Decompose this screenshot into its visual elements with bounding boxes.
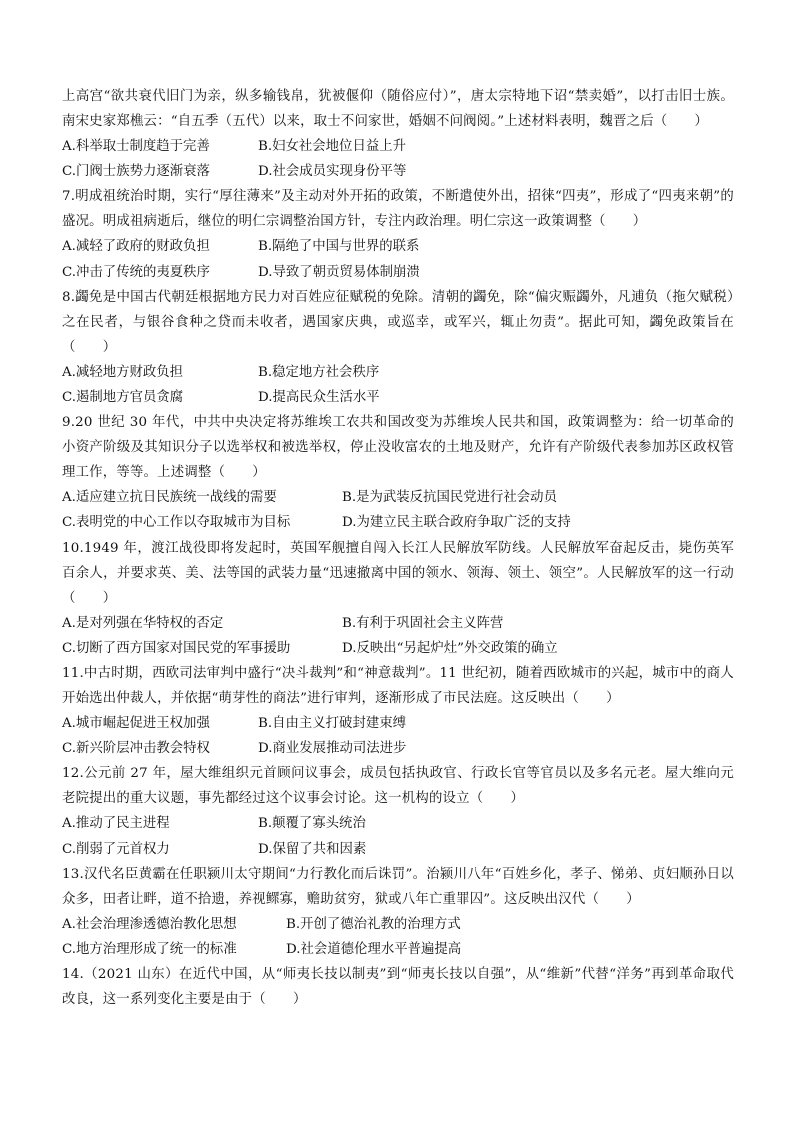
options-row: [62, 485, 734, 510]
options-row: [62, 260, 734, 285]
option-a[interactable]: A.城市崛起促进王权加强: [62, 716, 210, 732]
option-d[interactable]: D.反映出“另起炉灶”外交政策的确立: [342, 640, 558, 656]
options-row: [62, 811, 734, 836]
question-12: [62, 761, 734, 861]
options-row: [62, 159, 734, 184]
option-c[interactable]: C.切断了西方国家对国民党的军事援助: [62, 640, 291, 656]
exam-page: [62, 84, 734, 1012]
question-6-continued: [62, 84, 734, 184]
question-stem: 12.公元前 27 年，屋大维组织元首顾问议事会，成员包括执政官、行政长官等官员以及多名元老。屋大维向元老院提出的重大议题，事先都经过这个议事会讨论。这一机构的设立（ ）: [62, 766, 734, 807]
option-d[interactable]: D.商业发展推动司法进步: [258, 741, 407, 757]
option-d[interactable]: D.导致了朝贡贸易体制崩溃: [258, 264, 420, 280]
question-10: [62, 536, 734, 661]
options-row: [62, 837, 734, 862]
option-b[interactable]: B.是为武装反抗国民党进行社会动员: [342, 490, 557, 506]
question-9: [62, 410, 734, 535]
option-a[interactable]: A.社会治理渗透德治教化思想: [62, 916, 237, 932]
question-stem: 9.20 世纪 30 年代，中共中央决定将苏维埃工农共和国改变为苏维埃人民共和国，政策调整为：给一切革命的小资产阶级及其知识分子以选举权和被选举权，停止没收富农的土地及财产，允许有产阶级代表参加苏区政权管理工作，等等。上述调整（ ）: [62, 415, 734, 481]
question-13: [62, 862, 734, 962]
option-b[interactable]: B.隔绝了中国与世界的联系: [258, 239, 420, 255]
options-row: [62, 711, 734, 736]
option-c[interactable]: C.地方治理形成了统一的标准: [62, 942, 237, 958]
option-c[interactable]: C.冲击了传统的夷夏秩序: [62, 264, 210, 280]
question-11: [62, 661, 734, 761]
option-d[interactable]: D.保留了共和因素: [258, 841, 367, 857]
option-b[interactable]: B.颠覆了寡头统治: [258, 816, 366, 832]
question-stem: 8.蠲免是中国古代朝廷根据地方民力对百姓应征赋税的免除。清朝的蠲免，除“偏灾赈蠲外，凡逋负（拖欠赋税）之在民者，与银谷食种之贷而未收者，遇国家庆典，或巡幸，或军兴，辄止勿责”。据此可知，蠲免政策旨在（ ）: [62, 289, 734, 355]
question-stem: 14.（2021 山东）在近代中国，从“师夷长技以制夷”到“师夷长技以自强”，从“维新”代替“洋务”再到革命取代改良，这一系列变化主要是由于（ ）: [62, 967, 734, 1008]
options-row: [62, 385, 734, 410]
options-row: [62, 912, 734, 937]
options-row: [62, 736, 734, 761]
option-a[interactable]: A.是对列强在华特权的否定: [62, 615, 224, 631]
option-b[interactable]: B.开创了德治礼教的治理方式: [286, 916, 461, 932]
option-b[interactable]: B.自由主义打破封建束缚: [258, 716, 407, 732]
options-row: [62, 360, 734, 385]
options-row: [62, 636, 734, 661]
question-stem: 上高宫“欲共衰代旧门为亲，纵多输钱帛，犹被偃仰（随俗应付）”，唐太宗特地下诏“禁卖婚”，以打击旧士族。南宋史家郑樵云：“自五季（五代）以来，取士不问家世，婚姻不问阀阅。”上述材料表明，魏晋之后（ ）: [62, 89, 734, 129]
options-row: [62, 937, 734, 962]
question-7: [62, 184, 734, 284]
options-row: [62, 234, 734, 259]
option-a[interactable]: A.减轻地方财政负担: [62, 364, 184, 380]
option-d[interactable]: D.提高民众生活水平: [258, 390, 380, 406]
question-stem: 7.明成祖统治时期，实行“厚往薄来”及主动对外开拓的政策，不断遣使外出，招徕“四夷”，形成了“四夷来朝”的盛况。明成祖病逝后，继位的明仁宗调整治国方针，专注内政治理。明仁宗这一政策调整（ ）: [62, 189, 734, 230]
question-stem: 13.汉代名臣黄霸在任职颍川太守期间“力行教化而后诛罚”。治颍川八年“百姓乡化，孝子、悌弟、贞妇顺孙日以众多，田者让畔，道不拾遗，养视鳏寡，赡助贫穷，狱或八年亡重罪囚”。这反映出汉代（ ）: [62, 866, 734, 907]
question-14: [62, 962, 734, 1012]
options-row: [62, 134, 734, 159]
option-a[interactable]: A.科举取士制度趋于完善: [62, 139, 210, 154]
option-a[interactable]: A.适应建立抗日民族统一战线的需要: [62, 490, 277, 506]
option-a[interactable]: A.减轻了政府的财政负担: [62, 239, 210, 255]
option-d[interactable]: D.社会成员实现身份平等: [258, 164, 407, 180]
question-8: [62, 285, 734, 410]
option-c[interactable]: C.削弱了元首权力: [62, 841, 170, 857]
option-c[interactable]: C.新兴阶层冲击教会特权: [62, 741, 210, 757]
question-stem: 10.1949 年，渡江战役即将发起时，英国军舰擅自闯入长江人民解放军防线。人民解放军奋起反击，毙伤英军百余人，并要求英、美、法等国的武装力量“迅速撤离中国的领水、领海、领土、领空”。人民解放军的这一行动（ ）: [62, 540, 734, 606]
option-d[interactable]: D.为建立民主联合政府争取广泛的支持: [342, 515, 571, 531]
option-b[interactable]: B.有利于巩固社会主义阵营: [342, 615, 504, 631]
option-c[interactable]: C.表明党的中心工作以夺取城市为目标: [62, 515, 291, 531]
option-b[interactable]: B.妇女社会地位日益上升: [258, 139, 407, 154]
options-row: [62, 510, 734, 535]
question-stem: 11.中古时期，西欧司法审判中盛行“决斗裁判”和“神意裁判”。11 世纪初，随着西欧城市的兴起，城市中的商人开始选出仲裁人，并依据“萌芽性的商法”进行审判，逐渐形成了市民法庭。这反映出（ ）: [62, 666, 734, 707]
option-d[interactable]: D.社会道德伦理水平普遍提高: [286, 942, 462, 958]
options-row: [62, 611, 734, 636]
option-c[interactable]: C.遏制地方官员贪腐: [62, 390, 184, 406]
option-a[interactable]: A.推动了民主进程: [62, 816, 170, 832]
option-b[interactable]: B.稳定地方社会秩序: [258, 364, 380, 380]
option-c[interactable]: C.门阀士族势力逐渐衰落: [62, 164, 210, 180]
